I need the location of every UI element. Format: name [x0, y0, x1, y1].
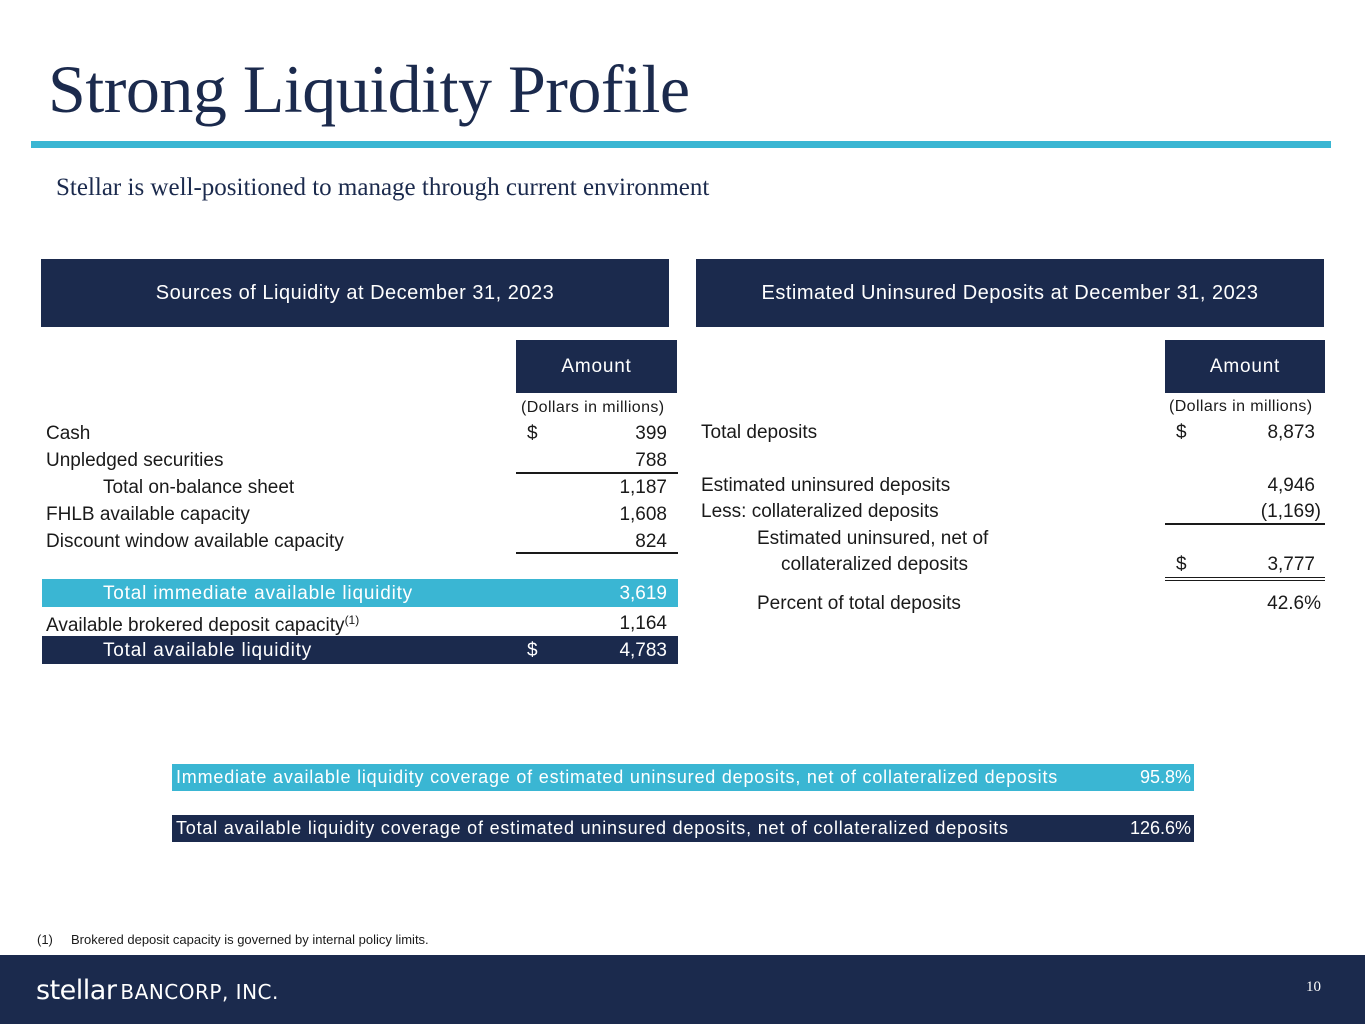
- row-label: Estimated uninsured deposits: [701, 475, 951, 496]
- row-value: 3,777: [1267, 554, 1315, 575]
- row-currency: $: [1176, 422, 1187, 443]
- row-label: Total available liquidity: [103, 640, 313, 661]
- subtotal-rule: [1165, 523, 1325, 525]
- company-logo: [36, 975, 279, 1006]
- subtotal-rule: [516, 552, 678, 554]
- row-label: Total on-balance sheet: [103, 477, 295, 498]
- row-label: collateralized deposits: [781, 554, 968, 575]
- row-label: Cash: [46, 423, 91, 444]
- row-value: 399: [635, 423, 667, 444]
- total-coverage-bar: [172, 815, 1194, 842]
- logo-text: BANCORP, INC.: [120, 980, 279, 1004]
- row-currency: $: [527, 423, 538, 444]
- row-label: Unpledged securities: [46, 450, 224, 471]
- page-subtitle: Stellar is well-positioned to manage through current environment: [56, 174, 710, 201]
- row-label: Discount window available capacity: [46, 531, 344, 552]
- uninsured-deposits-header: Estimated Uninsured Deposits at December 31, 2023: [696, 259, 1324, 327]
- coverage-label: Immediate available liquidity coverage of estimated uninsured deposits, net of collateralized deposits: [176, 767, 1059, 787]
- table-row: [697, 473, 1325, 499]
- footer-bar: [0, 955, 1365, 1024]
- total-immediate-liquidity-row: [42, 579, 678, 607]
- table-row: [42, 502, 678, 528]
- row-value: 42.6%: [1267, 593, 1321, 614]
- row-currency: $: [1176, 554, 1187, 575]
- row-value: 3,619: [619, 583, 667, 604]
- double-rule-top: [1165, 577, 1325, 578]
- row-value: 824: [635, 531, 667, 552]
- row-label: Total immediate available liquidity: [103, 583, 413, 604]
- immediate-coverage-bar: [172, 764, 1194, 791]
- table-row: [42, 475, 678, 501]
- row-label: Percent of total deposits: [757, 593, 961, 614]
- right-units-label: (Dollars in millions): [1169, 398, 1313, 415]
- footnote-number: (1): [37, 932, 53, 947]
- row-value: 8,873: [1267, 422, 1315, 443]
- total-available-liquidity-row: [42, 636, 678, 664]
- row-value: 4,783: [619, 640, 667, 661]
- coverage-value: 126.6%: [1129, 818, 1191, 838]
- row-value: (1,169): [1260, 501, 1321, 522]
- row-label: Less: collateralized deposits: [701, 501, 939, 522]
- page-number: 10: [1306, 979, 1321, 995]
- table-row: [697, 420, 1325, 446]
- row-value: 1,608: [619, 504, 667, 525]
- footnote-ref: (1): [344, 613, 360, 627]
- row-label: FHLB available capacity: [46, 504, 250, 525]
- footnote: [37, 932, 429, 947]
- logo-wordmark: stellar: [36, 975, 117, 1006]
- sources-liquidity-header: Sources of Liquidity at December 31, 2023: [41, 259, 669, 327]
- subtotal-rule: [516, 472, 678, 474]
- left-amount-header: Amount: [516, 340, 677, 393]
- row-value: 1,187: [619, 477, 667, 498]
- table-row: [697, 499, 1325, 525]
- table-row: [697, 526, 1325, 552]
- row-currency: $: [527, 640, 539, 661]
- row-label: Total deposits: [701, 422, 818, 443]
- coverage-value: 95.8%: [1139, 767, 1191, 787]
- table-row: [697, 591, 1325, 617]
- table-row: [697, 552, 1325, 578]
- table-row: [42, 448, 678, 474]
- row-value: 788: [635, 450, 667, 471]
- left-units-label: (Dollars in millions): [521, 399, 665, 416]
- right-amount-header: Amount: [1165, 340, 1325, 393]
- row-value: 4,946: [1267, 475, 1315, 496]
- footnote-text: Brokered deposit capacity is governed by internal policy limits.: [71, 932, 429, 947]
- page-title: Strong Liquidity Profile: [48, 51, 690, 127]
- table-row: [42, 421, 678, 447]
- coverage-label: Total available liquidity coverage of estimated uninsured deposits, net of collateralized deposits: [176, 818, 1009, 838]
- row-label: Available brokered deposit capacity$^{(1)}$: [46, 613, 360, 636]
- double-rule-bottom: [1165, 580, 1325, 581]
- row-value: 1,164: [619, 613, 667, 634]
- row-label: Estimated uninsured, net of: [757, 528, 989, 549]
- table-row: [42, 611, 678, 637]
- title-divider: [31, 141, 1331, 148]
